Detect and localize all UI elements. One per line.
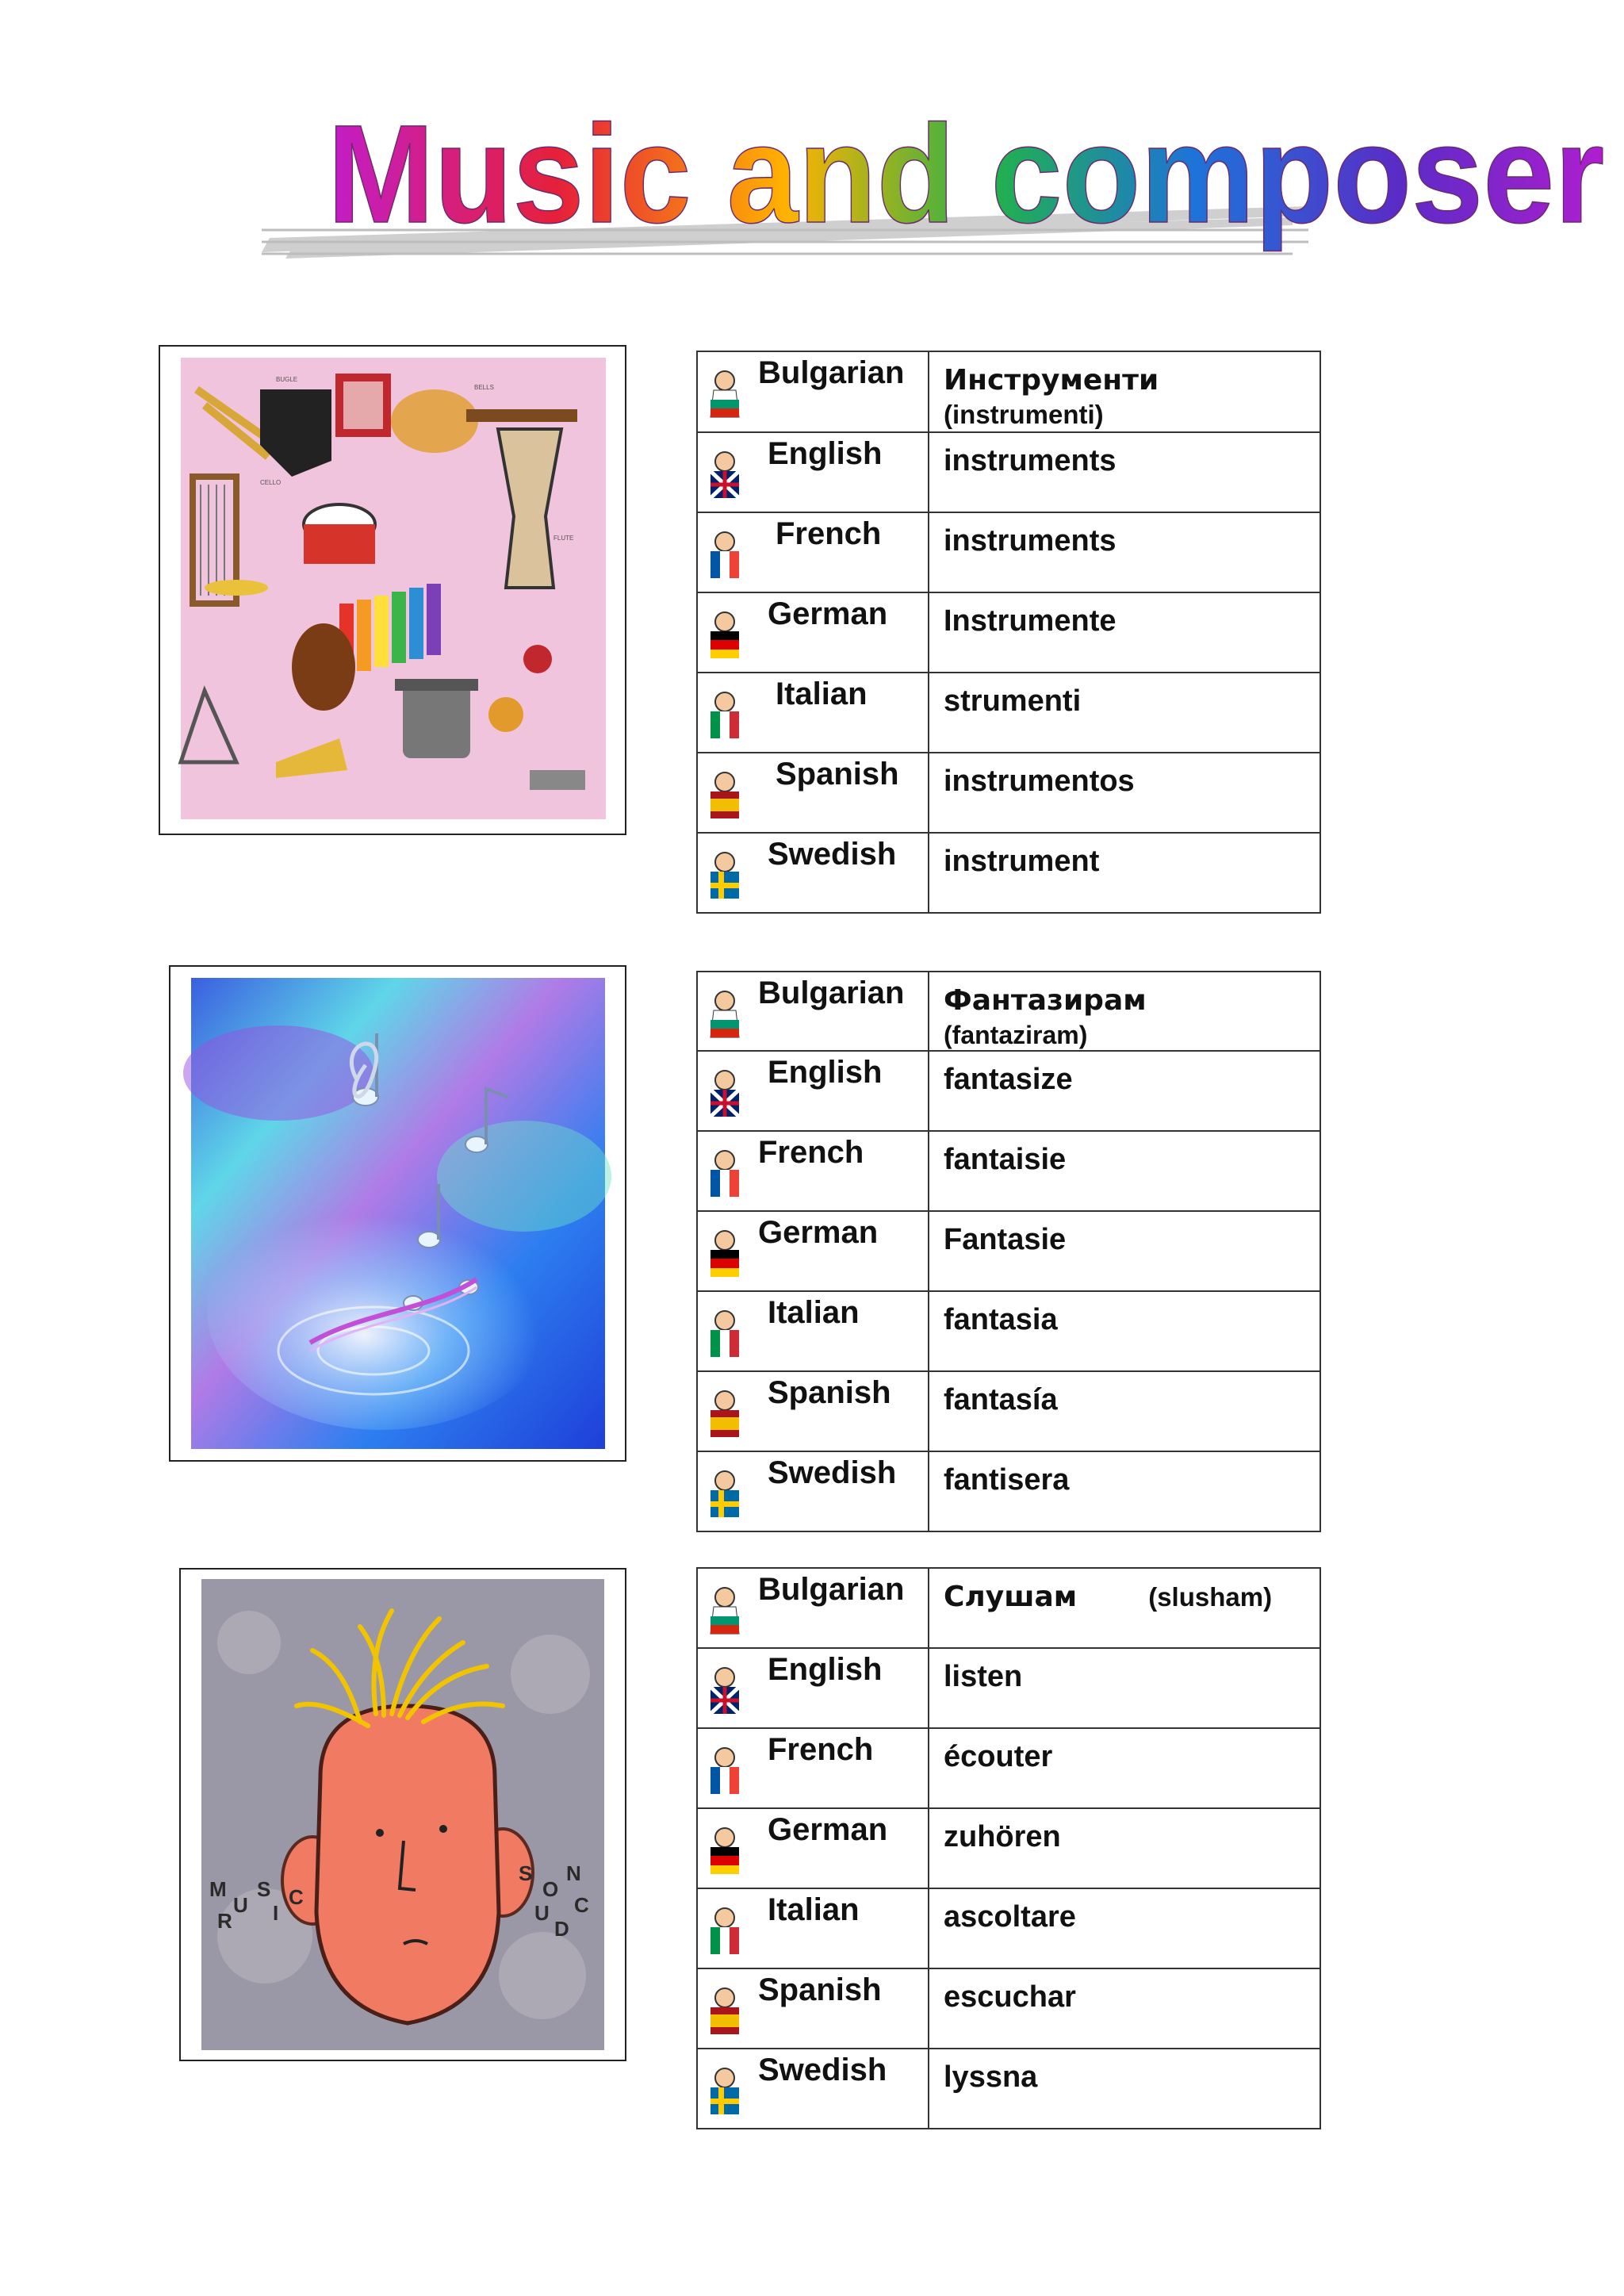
table-row (697, 512, 1320, 592)
translation-word: instrumentos (929, 753, 1320, 833)
french-flag-figure-icon (706, 1746, 744, 1794)
language-label: Italian (768, 1295, 860, 1330)
swedish-flag-figure-icon (706, 1470, 744, 1517)
language-label: German (758, 1215, 879, 1250)
image-frame (179, 1568, 626, 2061)
translation-word: strumenti (929, 673, 1320, 753)
table-row (697, 1888, 1320, 1968)
language-label: French (768, 1732, 874, 1767)
french-flag-figure-icon (706, 1149, 744, 1197)
svg-text:U: U (233, 1893, 248, 1917)
table-row (697, 972, 1320, 1051)
language-label: English (768, 436, 883, 471)
language-label: Italian (776, 677, 868, 711)
table-row (697, 833, 1320, 913)
language-label: English (768, 1652, 883, 1687)
language-label: French (776, 516, 882, 551)
svg-text:S: S (257, 1877, 271, 1901)
table-row (697, 1648, 1320, 1728)
transliteration: (fantaziram) (944, 1021, 1088, 1049)
table-row (697, 1808, 1320, 1888)
italian-flag-figure-icon (706, 1309, 744, 1357)
vocab-table (696, 351, 1321, 914)
italian-flag-figure-icon (706, 691, 744, 738)
translation-word: Инструменти (944, 364, 1159, 397)
translation-word: instrument (929, 833, 1320, 913)
translation-word: écouter (929, 1728, 1320, 1808)
language-label: Italian (768, 1892, 860, 1927)
german-flag-figure-icon (706, 1229, 744, 1277)
translation-word: instruments (929, 512, 1320, 592)
table-row (697, 592, 1320, 673)
table-row (697, 1211, 1320, 1291)
language-label: Spanish (776, 757, 899, 792)
translation-word: instruments (929, 432, 1320, 512)
svg-text:C: C (289, 1885, 304, 1909)
swedish-flag-figure-icon (706, 2067, 744, 2114)
table-row (697, 1451, 1320, 1531)
translation-word: Fantasie (929, 1211, 1320, 1291)
language-label: English (768, 1055, 883, 1090)
language-label: German (768, 596, 888, 631)
spanish-flag-figure-icon (706, 771, 744, 818)
bulgarian-flag-figure-icon (706, 1586, 744, 1634)
table-row (697, 753, 1320, 833)
language-label: Swedish (768, 837, 897, 872)
svg-text:R: R (217, 1909, 232, 1933)
bulgarian-flag-figure-icon (706, 990, 744, 1037)
page-title (262, 95, 1605, 278)
translation-word: zuhören (929, 1808, 1320, 1888)
title-text: Music and composer (327, 95, 1605, 252)
translation-cell (929, 351, 1320, 432)
bulgarian-flag-figure-icon (706, 370, 744, 417)
language-label: Bulgarian (758, 355, 905, 390)
translation-word: fantasize (929, 1051, 1320, 1131)
translation-word: fantasia (929, 1291, 1320, 1371)
translation-word: listen (929, 1648, 1320, 1728)
table-row (697, 351, 1320, 432)
music-fantasy-illustration (191, 978, 605, 1449)
spanish-flag-figure-icon (706, 1389, 744, 1437)
svg-text:I: I (273, 1901, 279, 1925)
translation-word: escuchar (929, 1968, 1320, 2049)
svg-text:C: C (574, 1893, 589, 1917)
table-row (697, 1968, 1320, 2049)
table-row (697, 2049, 1320, 2129)
svg-text:S: S (519, 1861, 533, 1885)
svg-text:BUGLE: BUGLE (276, 376, 298, 383)
language-label: Bulgarian (758, 1572, 905, 1607)
svg-text:O: O (542, 1877, 559, 1901)
french-flag-figure-icon (706, 531, 744, 578)
language-label: German (768, 1812, 888, 1847)
transliteration: (instrumenti) (944, 400, 1104, 429)
image-frame (159, 345, 626, 835)
svg-text:BELLS: BELLS (474, 384, 494, 391)
spanish-flag-figure-icon (706, 1987, 744, 2034)
listening-head-illustration (201, 1579, 604, 2050)
translation-word: fantaisie (929, 1131, 1320, 1211)
table-row (697, 1728, 1320, 1808)
instruments-illustration (181, 358, 606, 819)
translation-word: fantisera (929, 1451, 1320, 1531)
language-label: Spanish (758, 1972, 882, 2007)
translation-word: lyssna (929, 2049, 1320, 2129)
german-flag-figure-icon (706, 611, 744, 658)
image-frame (169, 965, 626, 1462)
german-flag-figure-icon (706, 1826, 744, 1874)
svg-text:N: N (566, 1861, 581, 1885)
vocab-table (696, 1567, 1321, 2129)
translation-word: ascoltare (929, 1888, 1320, 1968)
table-row (697, 432, 1320, 512)
language-label: Swedish (768, 1455, 897, 1490)
language-label: Bulgarian (758, 976, 905, 1010)
language-label: Swedish (758, 2053, 887, 2087)
translation-cell (929, 972, 1320, 1051)
svg-text:FLUTE: FLUTE (553, 535, 574, 542)
transliteration: (slusham) (1148, 1582, 1273, 1612)
swedish-flag-figure-icon (706, 851, 744, 899)
svg-text:U: U (534, 1901, 550, 1925)
translation-word: fantasía (929, 1371, 1320, 1451)
translation-word: Слушам (944, 1581, 1078, 1613)
svg-text:D: D (554, 1917, 569, 1941)
table-row (697, 1291, 1320, 1371)
english-flag-figure-icon (706, 1069, 744, 1117)
table-row (697, 673, 1320, 753)
language-label: French (758, 1135, 864, 1170)
language-label: Spanish (768, 1375, 891, 1410)
table-row (697, 1131, 1320, 1211)
italian-flag-figure-icon (706, 1907, 744, 1954)
english-flag-figure-icon (706, 1666, 744, 1714)
table-row (697, 1371, 1320, 1451)
vocab-table (696, 971, 1321, 1532)
translation-word: Фантазирам (944, 984, 1147, 1017)
translation-cell (929, 1568, 1320, 1648)
translation-word: Instrumente (929, 592, 1320, 673)
table-row (697, 1051, 1320, 1131)
svg-text:M: M (209, 1877, 227, 1901)
svg-text:CELLO: CELLO (260, 479, 282, 486)
english-flag-figure-icon (706, 450, 744, 498)
table-row (697, 1568, 1320, 1648)
